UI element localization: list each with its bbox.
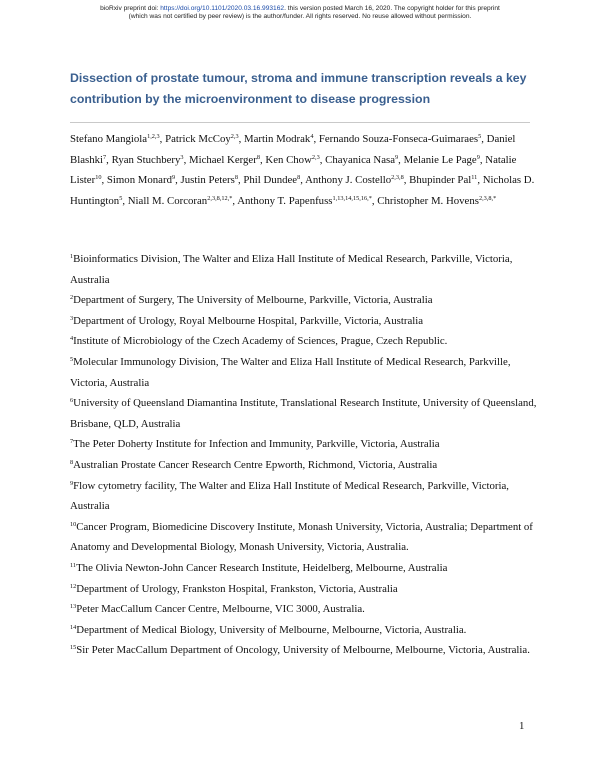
affiliation	[70, 620, 540, 641]
author	[265, 154, 325, 166]
author-list	[70, 129, 540, 211]
affiliation-number: 6	[70, 397, 74, 405]
author-separator: ,	[259, 153, 266, 166]
affiliation	[70, 579, 540, 600]
author-affiliation-marker: 8	[234, 174, 238, 182]
author-affiliation-marker: 2,3,8,*	[478, 194, 497, 202]
affiliation	[70, 290, 540, 311]
paper-title: Dissection of prostate tumour, stroma and immune transcription reveals a key contribution by the microenvironment to disease progression	[70, 71, 527, 106]
author-name: Niall M. Corcoran	[127, 194, 208, 207]
author	[404, 154, 486, 166]
author-separator: ,	[371, 194, 378, 207]
author-name: Bhupinder Pal	[409, 174, 472, 187]
affiliation-number: 13	[70, 603, 77, 611]
author-name: Justin Peters	[180, 174, 235, 187]
affiliation	[70, 311, 540, 332]
author-separator: ,	[300, 174, 306, 187]
author-name: Phil Dundee	[243, 174, 298, 187]
author	[319, 133, 487, 145]
author-affiliation-marker: 9	[171, 174, 176, 182]
affiliation-text: Flow cytometry facility, The Walter and Eliza Hall Institute of Medical Research, Parkville, Victoria, Australia	[70, 479, 509, 513]
author-name: Simon Monard	[106, 174, 172, 187]
affiliation	[70, 640, 540, 661]
affiliation	[70, 352, 540, 393]
author	[181, 174, 244, 186]
affiliation-text: University of Queensland Diamantina Institute, Translational Research Institute, University of Queensland, Brisbane, QLD, Australia	[70, 397, 537, 430]
title-divider	[70, 122, 530, 123]
author-separator: ,	[479, 153, 486, 166]
author-separator: ,	[398, 153, 404, 166]
author	[70, 133, 165, 145]
affiliation-text: Department of Medical Biology, University of Melbourne, Melbourne, Victoria, Australia.	[76, 623, 467, 636]
affiliation-number: 1	[70, 253, 74, 260]
affiliation-text: Department of Surgery, The University of Melbourne, Parkville, Victoria, Australia	[73, 294, 433, 307]
affiliation-list	[70, 249, 540, 661]
preprint-notice	[40, 5, 560, 22]
affiliation	[70, 517, 540, 558]
affiliation-number: 4	[70, 335, 74, 343]
affiliation-text: Sir Peter MacCallum Department of Oncology, University of Melbourne, Melbourne, Victoria, Australia.	[76, 644, 530, 657]
author-separator: ,	[481, 133, 487, 145]
author-separator: ,	[175, 174, 181, 187]
affiliation-text: Bioinformatics Division, The Walter and Eliza Hall Institute of Medical Research, Parkville, Victoria, Australia	[70, 253, 513, 286]
author-name: Ryan Stuchbery	[111, 153, 181, 166]
author-separator: ,	[319, 153, 326, 166]
affiliation-text: Department of Urology, Royal Melbourne Hospital, Parkville, Victoria, Australia	[73, 314, 424, 327]
author-separator: ,	[232, 194, 238, 207]
author-affiliation-marker: 10	[95, 174, 102, 182]
author-affiliation-marker: 4	[310, 133, 314, 140]
author-name: Chayanica Nasa	[325, 153, 396, 166]
author	[189, 154, 265, 166]
author-name: Daniel Blashki	[70, 133, 516, 166]
affiliation	[70, 249, 540, 290]
author-affiliation-marker: 11	[471, 174, 478, 182]
affiliation	[70, 331, 540, 352]
affiliation-text: Department of Urology, Frankston Hospital, Frankston, Victoria, Australia	[76, 582, 398, 595]
affiliation	[70, 455, 540, 476]
author-affiliation-marker: 8	[297, 174, 301, 182]
author-name: Natalie Lister	[70, 153, 517, 187]
doi-link[interactable]: https://doi.org/10.1101/2020.03.16.993162	[160, 5, 285, 12]
affiliation	[70, 434, 540, 455]
affiliation-number: 7	[70, 438, 74, 446]
affiliation-number: 2	[70, 294, 74, 302]
author	[325, 154, 403, 166]
author-name: Stefano Mangiola	[70, 133, 148, 145]
author-affiliation-marker: 5	[119, 194, 123, 202]
affiliation-number: 10	[70, 520, 77, 528]
author-name: Nicholas D. Huntington	[70, 174, 535, 207]
author-affiliation-marker: 2,3,8,12,*	[207, 194, 233, 202]
author-affiliation-marker: 1,2,3	[147, 133, 160, 140]
affiliation	[70, 599, 540, 620]
author-separator: ,	[238, 174, 244, 187]
author-affiliation-marker: 1,13,14,15,16,*	[332, 194, 372, 202]
affiliation-number: 3	[70, 314, 74, 322]
author-separator: ,	[313, 133, 319, 145]
author	[107, 174, 181, 186]
author-name: Melanie Le Page	[403, 153, 477, 166]
author-separator: ,	[106, 153, 112, 166]
preprint-notice-line-1	[40, 5, 560, 13]
author	[128, 195, 237, 207]
author-name: Martin Modrak	[244, 133, 311, 145]
author	[305, 174, 409, 186]
affiliation-text: Australian Prostate Cancer Research Centre Epworth, Richmond, Victoria, Australia	[73, 458, 438, 471]
author-separator: ,	[101, 174, 107, 187]
preprint-notice-line-2: (which was not certified by peer review) is the author/funder. All rights reserved. No reuse allowed without permission.	[128, 13, 472, 21]
author-affiliation-marker: 2,3,8	[391, 174, 404, 182]
author-separator: ,	[477, 174, 483, 187]
notice-suffix: . this version posted March 16, 2020. The copyright holder for this preprint	[284, 5, 500, 12]
notice-prefix: bioRxiv preprint doi:	[100, 5, 161, 12]
author	[237, 195, 377, 207]
affiliation-number: 12	[70, 582, 77, 590]
author-name: Anthony J. Costello	[305, 174, 392, 187]
affiliation-text: Peter MacCallum Cancer Centre, Melbourne, VIC 3000, Australia.	[76, 603, 365, 616]
affiliation-number: 15	[70, 644, 77, 652]
page-number: 1	[519, 720, 525, 732]
author-separator: ,	[159, 133, 166, 145]
author-name: Patrick McCoy	[165, 133, 231, 145]
affiliation-text: Molecular Immunology Division, The Walter and Eliza Hall Institute of Medical Research, Parkville, Victoria, Australia	[70, 355, 511, 389]
author	[243, 174, 305, 186]
author-affiliation-marker: 2,3	[230, 133, 239, 140]
author-affiliation-marker: 9	[395, 153, 399, 161]
affiliation	[70, 476, 540, 517]
author	[377, 195, 496, 207]
author-name: Ken Chow	[265, 153, 312, 166]
author-affiliation-marker: 9	[476, 153, 480, 161]
affiliation-text: The Peter Doherty Institute for Infection and Immunity, Parkville, Victoria, Australia	[73, 438, 440, 451]
affiliation-text: Cancer Program, Biomedicine Discovery Institute, Monash University, Victoria, Australia; Department of Anatomy and Developmental Biology, Monash University, Victoria, Australia.	[70, 520, 533, 554]
affiliation-text: Institute of Microbiology of the Czech Academy of Sciences, Prague, Czech Republic.	[73, 335, 448, 348]
author	[409, 174, 483, 186]
author-separator: ,	[183, 153, 189, 166]
author-name: Fernando Souza-Fonseca-Guimaraes	[318, 133, 479, 145]
author-separator: ,	[122, 194, 128, 207]
author-separator: ,	[403, 174, 410, 187]
author	[165, 133, 244, 145]
author-name: Michael Kerger	[188, 153, 257, 166]
affiliation-number: 9	[70, 479, 74, 487]
author-affiliation-marker: 5	[478, 133, 482, 140]
affiliation	[70, 558, 540, 579]
author-name: Christopher M. Hovens	[377, 194, 479, 207]
author	[112, 154, 189, 166]
author-separator: ,	[238, 133, 245, 145]
affiliation	[70, 393, 540, 434]
affiliation-number: 8	[70, 458, 74, 466]
affiliation-number: 5	[70, 355, 74, 363]
affiliation-text: The Olivia Newton-John Cancer Research Institute, Heidelberg, Melbourne, Australia	[76, 561, 448, 574]
author-affiliation-marker: 2,3	[311, 153, 320, 161]
author-affiliation-marker: 7	[103, 153, 107, 161]
author-affiliation-marker: 3	[180, 153, 184, 161]
author	[244, 133, 319, 145]
author-name: Anthony T. Papenfuss	[237, 194, 333, 207]
affiliation-number: 14	[70, 623, 77, 631]
author-affiliation-marker: 8	[256, 153, 260, 161]
affiliation-number: 11	[70, 561, 77, 569]
